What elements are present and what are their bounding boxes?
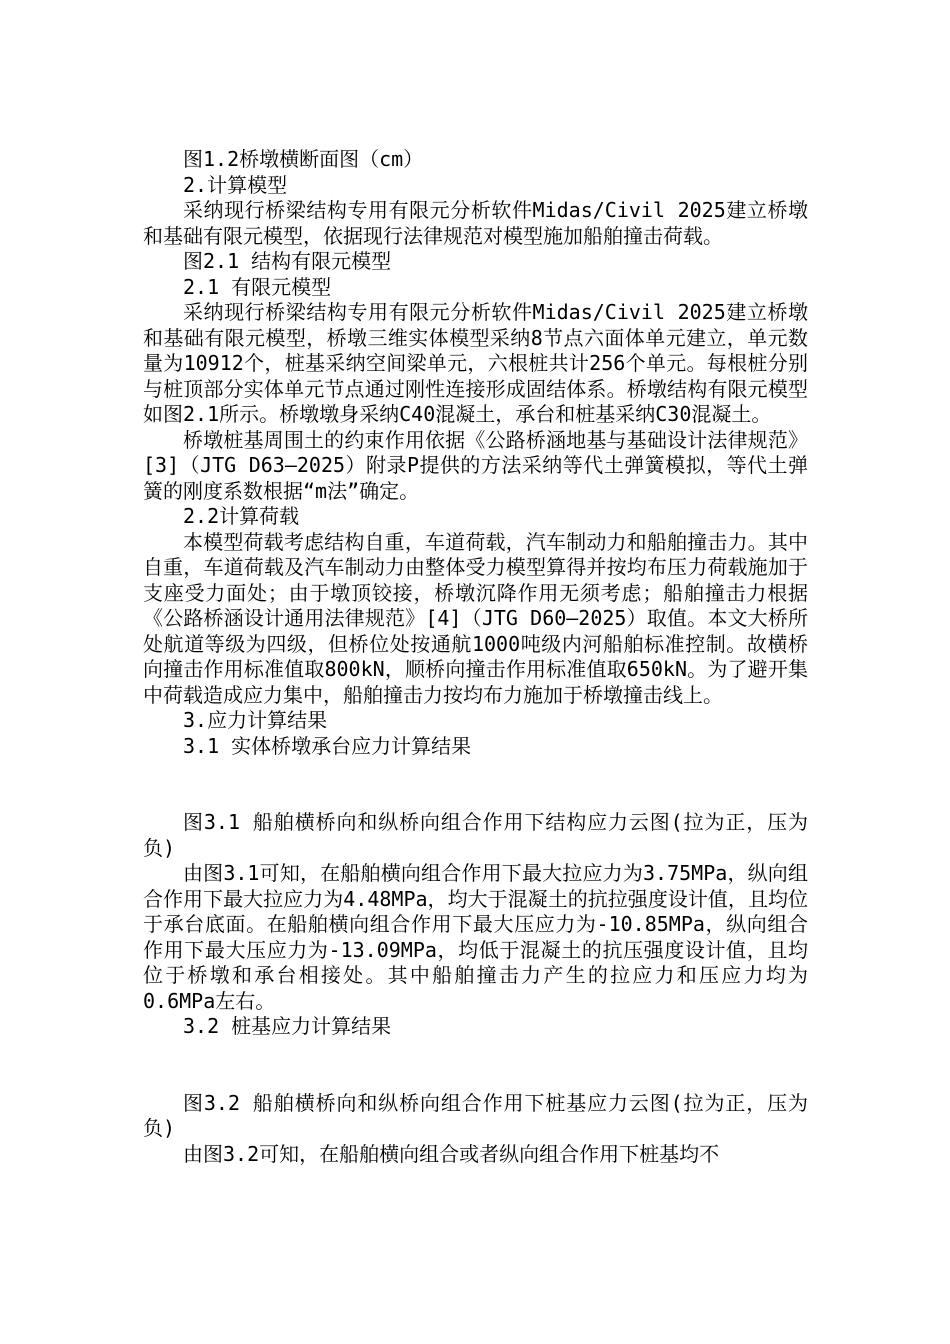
figure-caption: 图1.2桥墩横断面图（cm）: [183, 147, 424, 171]
section-heading: 3.1 实体桥墩承台应力计算结果: [183, 733, 472, 758]
figure-caption: 图2.1 结构有限元模型: [183, 249, 392, 273]
paragraph: 采纳现行桥梁结构专用有限元分析软件Midas/Civil 2025建立桥墩和基础有限元模型，依据现行法律规范对模型施加船舶撞击荷载。: [143, 198, 808, 248]
document-body: [143, 147, 808, 1167]
section-heading: 2.1 有限元模型: [183, 274, 332, 299]
figure-caption: 图3.2 船舶横桥向和纵桥向组合作用下桩基应力云图(拉为正，压为负): [143, 1090, 808, 1140]
paragraph: 由图3.2可知，在船舶横向组合或者纵向组合作用下桩基均不: [183, 1141, 720, 1166]
figure-placeholder: [143, 759, 808, 810]
paragraph: 采纳现行桥梁结构专用有限元分析软件Midas/Civil 2025建立桥墩和基础有限元模型，桥墩三维实体模型采纳8节点六面体单元建立，单元数量为10912个，桩基采纳空间梁单元，六根桩共计256个单元。每根桩分别与桩顶部分实体单元节点通过刚性连接形成固结体系。桥墩结构有限元模型如图2.1所示。桥墩墩身采纳C40混凝土，承台和桩基采纳C30混凝土。: [143, 300, 808, 426]
section-heading: 2.计算模型: [183, 172, 288, 197]
figure-placeholder: [143, 1040, 808, 1091]
section-heading: 2.2计算荷载: [183, 504, 300, 528]
section-heading: 3.2 桩基应力计算结果: [183, 1014, 392, 1038]
paragraph: 桥墩桩基周围土的约束作用依据《公路桥涵地基与基础设计法律规范》[3]（JTG D63—2025）附录P提供的方法采纳等代土弹簧模拟，等代土弹簧的刚度系数根据“m法”确定。: [143, 427, 808, 503]
paragraph: 由图3.1可知，在船舶横向组合作用下最大拉应力为3.75MPa，纵向组合作用下最大拉应力为4.48MPa，均大于混凝土的抗拉强度设计值，且均位于承台底面。在船舶横向组合作用下最大压应力为-10.85MPa，纵向组合作用下最大压应力为-13.09MPa，均低于混凝土的抗压强度设计值，且均位于桥墩和承台相接处。其中船舶撞击力产生的拉应力和压应力均为0.6MPa左右。: [143, 861, 808, 1013]
figure-caption: 图3.1 船舶横桥向和纵桥向组合作用下结构应力云图(拉为正，压为负): [143, 810, 808, 860]
section-heading: 3.应力计算结果: [183, 708, 328, 732]
paragraph: 本模型荷载考虑结构自重，车道荷载，汽车制动力和船舶撞击力。其中自重，车道荷载及汽车制动力由整体受力模型算得并按均布压力荷载施加于支座受力面处；由于墩顶铰接，桥墩沉降作用无须考虑；船舶撞击力根据《公路桥涵设计通用法律规范》[4]（JTG D60—2025）取值。本文大桥所处航道等级为四级，但桥位处按通航1000吨级内河船舶标准控制。故横桥向撞击作用标准值取800kN，顺桥向撞击作用标准值取650kN。为了避开集中荷载造成应力集中，船舶撞击力按均布力施加于桥墩撞击线上。: [143, 529, 808, 707]
